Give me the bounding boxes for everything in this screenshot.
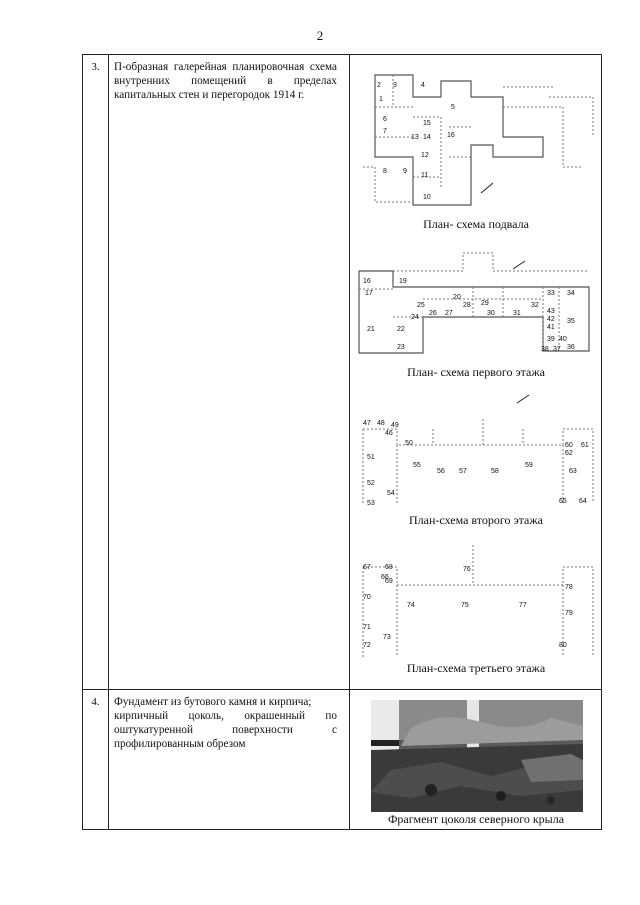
- room-label: 41: [547, 324, 555, 331]
- room-label: 10: [423, 194, 431, 201]
- room-label: 22: [397, 326, 405, 333]
- room-label: 39: [547, 336, 555, 343]
- room-label: 34: [567, 290, 575, 297]
- room-label: 72: [363, 642, 371, 649]
- room-label: 68: [385, 564, 393, 571]
- room-label: 78: [565, 584, 573, 591]
- description-text: П-образная галерейная планировочная схема внутренних помещений в пределах капитальных стен и перегородок 1914 г.: [114, 61, 337, 101]
- room-label: 9: [403, 168, 407, 175]
- room-label: 49: [391, 422, 399, 429]
- room-label: 16: [447, 132, 455, 139]
- room-label: 16: [363, 278, 371, 285]
- first-floor-plan-drawing: [353, 243, 599, 363]
- room-label: 59: [525, 462, 533, 469]
- room-label: 57: [459, 468, 467, 475]
- room-label: 14: [423, 134, 431, 141]
- room-label: 70: [363, 594, 371, 601]
- room-label: 15: [423, 120, 431, 127]
- second-floor-plan-drawing: [353, 389, 599, 509]
- room-label: 3: [393, 82, 397, 89]
- room-label: 32: [531, 302, 539, 309]
- basement-plan-drawing: [353, 67, 599, 215]
- room-label: 31: [513, 310, 521, 317]
- room-label: 79: [565, 610, 573, 617]
- room-label: 77: [519, 602, 527, 609]
- room-label: 42: [547, 316, 555, 323]
- description-line: Фундамент из бутового камня и кирпича;: [114, 696, 312, 708]
- room-label: 25: [417, 302, 425, 309]
- column-divider: [108, 55, 109, 689]
- room-label: 54: [387, 490, 395, 497]
- room-label: 27: [445, 310, 453, 317]
- room-label: 36: [567, 344, 575, 351]
- room-label: 73: [383, 634, 391, 641]
- room-label: 80: [559, 642, 567, 649]
- room-label: 48: [377, 420, 385, 427]
- room-label: 47: [363, 420, 371, 427]
- room-label: 29: [481, 300, 489, 307]
- room-label: 6: [383, 116, 387, 123]
- room-label: 1: [379, 96, 383, 103]
- room-label: 58: [491, 468, 499, 475]
- room-label: 30: [487, 310, 495, 317]
- document-table: [82, 54, 602, 830]
- room-label: 56: [437, 468, 445, 475]
- room-label: 62: [565, 450, 573, 457]
- room-label: 24: [411, 314, 419, 321]
- room-label: 2: [377, 82, 381, 89]
- plan-caption: План-схема третьего этажа: [406, 661, 546, 675]
- room-label: 4: [421, 82, 425, 89]
- plan-caption: План- схема первого этажа: [407, 365, 545, 379]
- room-label: 67: [363, 564, 371, 571]
- column-divider: [349, 690, 350, 829]
- room-label: 51: [367, 454, 375, 461]
- row-description: [114, 695, 337, 751]
- room-label: 35: [567, 318, 575, 325]
- plan-caption: План-схема второго этажа: [409, 513, 543, 527]
- room-label: 28: [463, 302, 471, 309]
- room-label: 63: [569, 468, 577, 475]
- room-label: 26: [429, 310, 437, 317]
- room-label: 69: [385, 578, 393, 585]
- row-number: 3.: [91, 61, 100, 73]
- column-divider: [349, 55, 350, 689]
- plinth-photo: [371, 700, 583, 812]
- room-label: 13: [411, 134, 419, 141]
- description-line: кирпичный цоколь, окрашенный по оштукатуренной поверхности с профилированным обрезом: [114, 710, 337, 750]
- row-number: 4.: [91, 696, 100, 708]
- room-label: 52: [367, 480, 375, 487]
- room-label: 55: [413, 462, 421, 469]
- plan-caption: План- схема подвала: [423, 217, 529, 231]
- room-label: 40: [559, 336, 567, 343]
- room-label: 46: [385, 430, 393, 437]
- row-description: [114, 60, 337, 102]
- room-label: 50: [405, 440, 413, 447]
- page-number: 2: [316, 28, 324, 43]
- room-label: 20: [453, 294, 461, 301]
- room-label: 71: [363, 624, 371, 631]
- table-row-4: [83, 690, 601, 829]
- room-label: 75: [461, 602, 469, 609]
- room-label: 64: [579, 498, 587, 505]
- room-label: 60: [565, 442, 573, 449]
- room-label: 33: [547, 290, 555, 297]
- room-label: 38: [541, 346, 549, 353]
- room-label: 5: [451, 104, 455, 111]
- room-label: 37: [553, 346, 561, 353]
- room-label: 61: [581, 442, 589, 449]
- room-label: 76: [463, 566, 471, 573]
- column-divider: [108, 690, 109, 829]
- room-label: 8: [383, 168, 387, 175]
- room-label: 19: [399, 278, 407, 285]
- room-label: 17: [365, 290, 373, 297]
- room-label: 12: [421, 152, 429, 159]
- room-label: 23: [397, 344, 405, 351]
- photo-caption: Фрагмент цоколя северного крыла: [387, 812, 565, 826]
- room-label: 66: [381, 574, 389, 581]
- room-label: 74: [407, 602, 415, 609]
- room-label: 53: [367, 500, 375, 507]
- table-row-3: [83, 55, 601, 690]
- third-floor-plan-drawing: [353, 533, 599, 661]
- room-label: 65: [559, 498, 567, 505]
- room-label: 43: [547, 308, 555, 315]
- room-label: 21: [367, 326, 375, 333]
- room-label: 7: [383, 128, 387, 135]
- room-label: 11: [421, 172, 429, 179]
